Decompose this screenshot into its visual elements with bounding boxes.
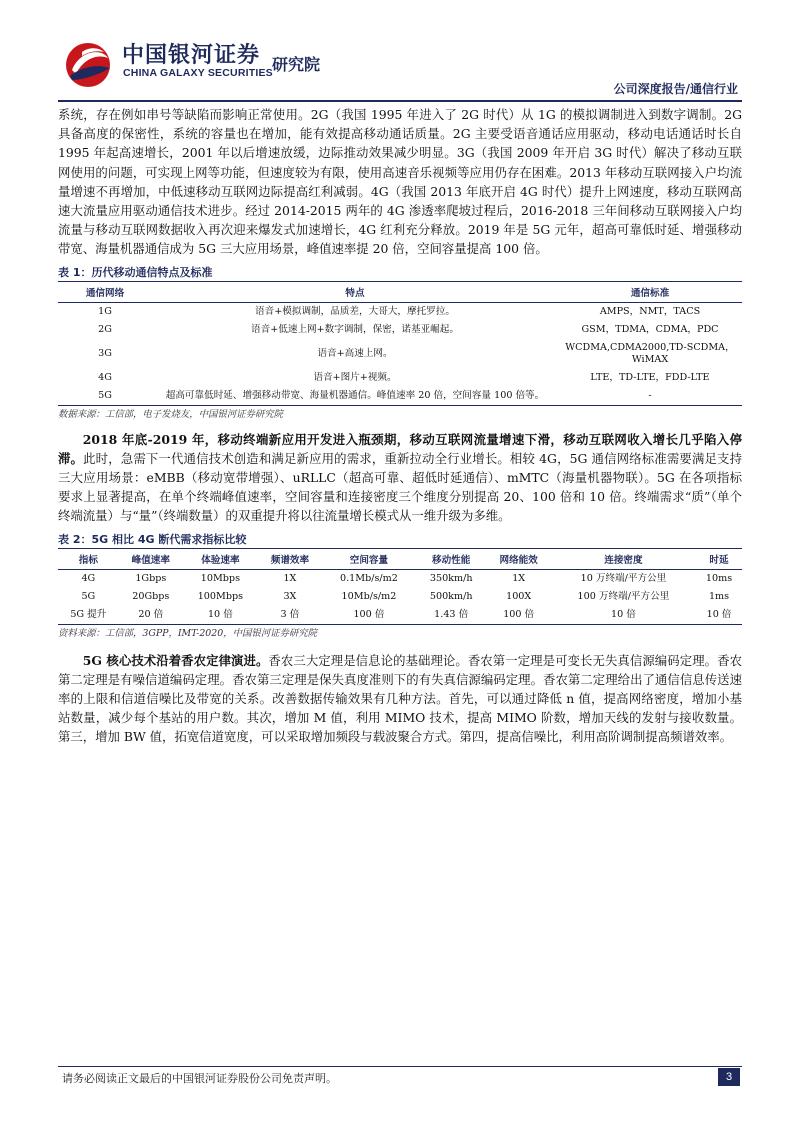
page-number: 3 (718, 1068, 740, 1086)
table-cell: LTE，TD-LTE，FDD-LTE (590, 371, 710, 383)
table-cell: 10 万终端/平方公里 (580, 572, 667, 584)
footer-divider (58, 1066, 742, 1067)
table-cell: 100 万终端/平方公里 (577, 590, 670, 602)
table-cell: 20Gbps (132, 590, 170, 602)
table-cell: 10Mb/s/m2 (341, 590, 397, 602)
table-header-cell: 连接密度 (551, 548, 696, 569)
table-cell: 5G (81, 590, 96, 602)
table-row (58, 302, 742, 321)
table-header-row (58, 281, 742, 302)
table-cell: 100X (506, 590, 532, 602)
table-header-row (58, 548, 742, 569)
table-header-cell: 网络能效 (487, 548, 551, 569)
table-cell: 3 倍 (258, 606, 322, 625)
table-cell: 1Gbps (135, 572, 167, 584)
table-header-cell: 频谱效率 (258, 548, 322, 569)
table-header-cell: 体验速率 (183, 548, 258, 569)
table-cell: 5G (58, 387, 152, 406)
brand-name-en: CHINA GALAXY SECURITIES (123, 67, 273, 79)
paragraph-text: 此时，急需下一代通信技术创造和满足新应用的需求，重新拉动全行业增长。相较 4G，5G 通信网络标准需要满足支持三大应用场景：eMBB（移动宽带增强）、uRLLC（超高可靠、超低时延通信）、mMTC（海量机器物联）。5G 在各项指标要求上显著提高，在单个终端峰值速率，空间容量和连接密度三个维度分别提高 20、100 倍和 10 倍。终端需求“质”（单个终端流量）与“量”（终端数量）的双重提升将以往流量增长模式从一维升级为多维。 (58, 450, 742, 524)
table-cell: 4G (98, 371, 112, 383)
table-cell: 1ms (708, 590, 730, 602)
paragraph-lead: 2018 年底-2019 年，移动终端新应用开发进入瓶颈期，移动互联网流量增速下滑，移动互联网收入增长几乎陷入停滞。 (58, 431, 742, 466)
table-row (58, 321, 742, 339)
table-header-cell: 时延 (696, 548, 742, 569)
table-cell: 1X (512, 572, 526, 584)
table-cell: 10 倍 (551, 606, 696, 625)
table-cell: 350km/h (429, 572, 473, 584)
table-row (58, 369, 742, 387)
table-header-cell: 空间容量 (322, 548, 416, 569)
table-cell: 500km/h (429, 590, 473, 602)
table-cell: 语音+低速上网+数字调制，保密，诺基亚崛起。 (251, 323, 459, 335)
table-header-cell: 移动性能 (416, 548, 487, 569)
table-cell: 3X (283, 590, 297, 602)
table-cell: 语音+图片+视频。 (313, 371, 397, 383)
table1-title: 表 1：历代移动通信特点及标准 (58, 265, 213, 279)
table1-source: 数据来源：工信部，电子发烧友，中国银河证券研究院 (58, 408, 284, 420)
table2 (58, 548, 742, 625)
table-cell: 语音+模拟调制，品质差，大哥大，摩托罗拉。 (255, 305, 455, 317)
paragraph-bottleneck (58, 430, 742, 526)
table-cell: 10 倍 (183, 606, 258, 625)
institute-label: 研究院 (272, 55, 321, 74)
table-cell: GSM，TDMA，CDMA，PDC (581, 323, 719, 335)
table-cell: 语音+高速上网。 (317, 347, 393, 359)
table-cell: 5G 提升 (58, 606, 119, 625)
table-row (58, 606, 742, 625)
table-cell: 100Mbps (197, 590, 244, 602)
table-cell: 超高可靠低时延、增强移动带宽、海量机器通信。峰值速率 20 倍，空间容量 100 倍等。 (152, 387, 558, 406)
paragraph-history: 系统，存在例如串号等缺陷而影响正常使用。2G（我国 1995 年进入了 2G 时代）从 1G 的模拟调制进入到数字调制。2G 具备高度的保密性，系统的容量也在增加，能有效提高移动通话质量。2G 主要受语音通话应用驱动，移动电话通话时长自 1995 年起高速增长，2001 年以后增速放缓，边际推动效果减少明显。3G（我国 2009 年开启 3G 时代）解决了移动互联网使用的问题，可实现上网等功能，但速度较为有限，使用高速音乐视频等应用仍存在困难。2013 年移动互联网接入户均流量增速不再增加，中低速移动互联网边际提高红利减弱。4G（我国 2013 年底开启 4G 时代）提升上网速度，移动互联网高速大流量应用驱动通信技术进步。经过 2014-2015 两年的 4G 渗透率爬坡过程后，2016-2018 三年间移动互联网接入户均流量与移动互联网数据收入再次迎来爆发式加速增长，4G 红利充分释放。2019 年是 5G 元年，超高可靠低时延、增强移动带宽、海量机器通信成为 5G 三大应用场景，峰值速率提 20 倍，空间容量提高 100 倍。 (58, 107, 742, 257)
table1 (58, 281, 742, 406)
brand-name-cn: 中国银河证券 (122, 43, 261, 68)
table-cell: 1X (283, 572, 297, 584)
table-cell: 100 倍 (487, 606, 551, 625)
table-cell: 10 倍 (696, 606, 742, 625)
table2-title: 表 2：5G 相比 4G 断代需求指标比较 (58, 532, 247, 546)
paragraph-text: 香农三大定理是信息论的基础理论。香农第一定理是可变长无失真信源编码定理。香农第二定理是有噪信道编码定理。香农第三定理是保失真度准则下的有失真信源编码定理。香农第二定理给出了通信信息传送速率的上限和信道信噪比及带宽的关系。改善数据传输效果有几种方法。首先，可以通过降低 n 值，提高网络密度，增加小基站数量，减少每个基站的用户数。其次，增加 M 值，利用 MIMO 技术，提高 MIMO 阶数，增加天线的发射与接收数量。第三，增加 BW 值，拓宽信道宽度，可以采取增加频段与载波聚合方式。第四，提高信噪比，利用高阶调制提高频谱效率。 (58, 652, 742, 745)
table-row (58, 588, 742, 606)
table-cell: 1.43 倍 (416, 606, 487, 625)
table-cell: 1G (98, 305, 112, 317)
table-header-cell: 指标 (58, 548, 119, 569)
table-cell: 100 倍 (322, 606, 416, 625)
header-divider (58, 100, 742, 102)
table-cell: AMPS，NMT，TACS (599, 305, 701, 317)
table-cell: 10ms (705, 572, 733, 584)
galaxy-logo-icon (62, 40, 114, 90)
table2-source: 资料来源：工信部，3GPP，IMT-2020，中国银河证券研究院 (58, 627, 317, 639)
table-row (58, 569, 742, 588)
footer-disclaimer: 请务必阅读正文最后的中国银河证券股份公司免责声明。 (62, 1072, 337, 1085)
table-cell: WCDMA,CDMA2000,TD-SCDMA，WiMAX (565, 341, 735, 365)
table-header-cell: 通信网络 (58, 281, 152, 302)
table-cell: 20 倍 (119, 606, 183, 625)
table-row (58, 387, 742, 406)
report-type: 公司深度报告/通信行业 (613, 82, 738, 96)
table-cell: 2G (98, 323, 112, 335)
page-header (0, 0, 800, 104)
main-content (58, 105, 742, 747)
table-cell: 4G (81, 572, 96, 584)
paragraph-shannon (58, 651, 742, 747)
table-row (58, 339, 742, 369)
table-header-cell: 峰值速率 (119, 548, 183, 569)
table-cell: 3G (98, 347, 112, 359)
table-header-cell: 特点 (152, 281, 558, 302)
table-cell: 0.1Mb/s/m2 (340, 572, 398, 584)
paragraph-lead: 5G 核心技术沿着香农定律演进。 (82, 652, 269, 668)
table-cell: - (558, 387, 742, 406)
table-cell: 10Mbps (200, 572, 240, 584)
table-header-cell: 通信标准 (558, 281, 742, 302)
